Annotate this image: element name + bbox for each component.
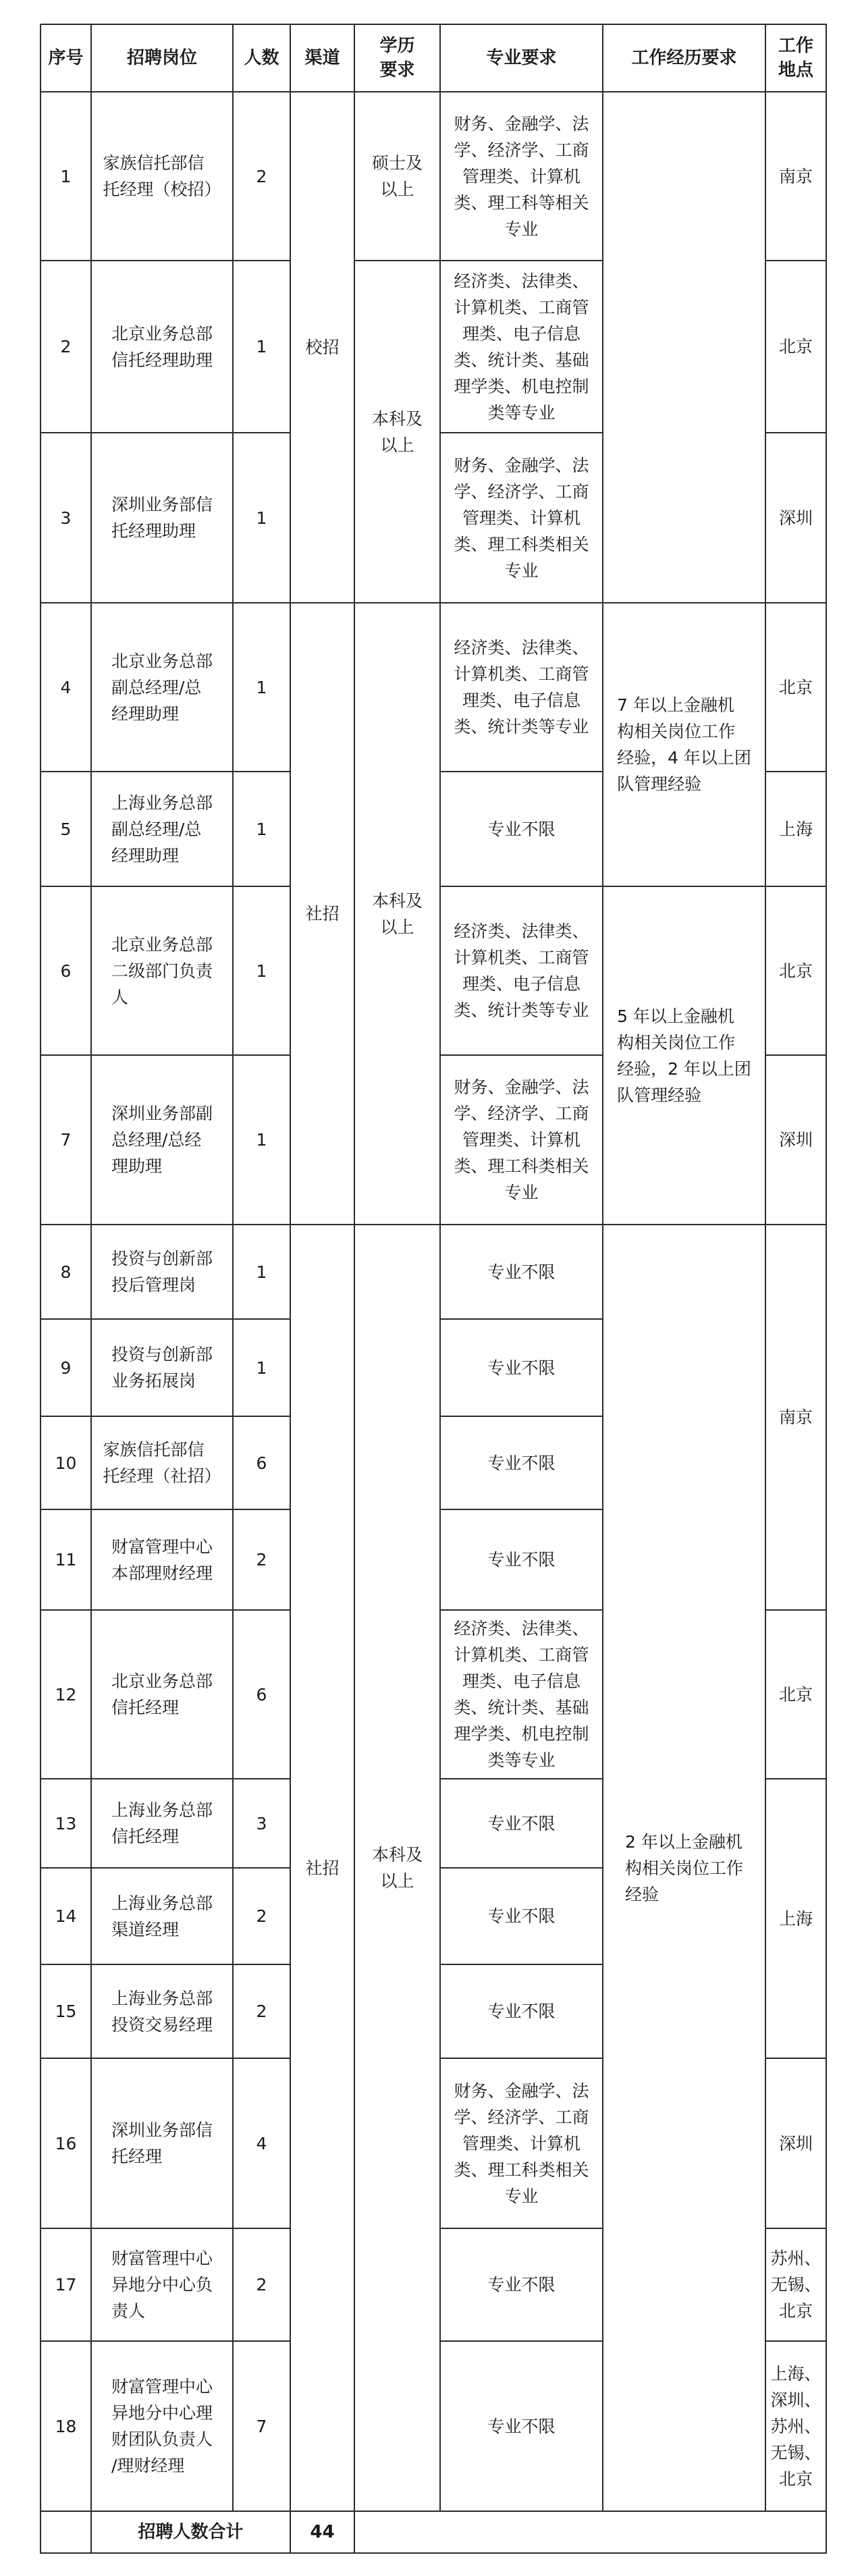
total-label: 招聘人数合计	[138, 2522, 244, 2542]
row-16-location: 深圳	[778, 2133, 813, 2153]
experience-senior-1: 7 年以上金融机 构相关岗位工作 经验，4 年以上团 队管理经验	[617, 695, 751, 794]
row-4-position: 北京业务总部 副总经理/总 经理助理	[111, 651, 213, 724]
row-2-count: 1	[256, 337, 267, 356]
row-18-position: 财富管理中心 异地分中心理 财团队负责人 /理财经理	[111, 2377, 213, 2475]
location-shanghai-merged: 上海	[778, 1908, 813, 1929]
row-14-position: 上海业务总部 渠道经理	[111, 1893, 213, 1939]
header-major: 专业要求	[486, 48, 557, 68]
row-2-location: 北京	[778, 337, 813, 356]
header-no: 序号	[48, 48, 84, 68]
row-6-count: 1	[256, 961, 267, 981]
row-6-location: 北京	[778, 961, 813, 981]
row-8-major: 专业不限	[487, 1262, 556, 1282]
row-17-major: 专业不限	[487, 2275, 556, 2295]
row-10-count: 6	[256, 1453, 267, 1473]
row-9-position: 投资与创新部 业务拓展岗	[111, 1345, 213, 1391]
education-master: 硕士及 以上	[371, 153, 423, 199]
experience-empty	[603, 92, 765, 603]
total-value: 44	[310, 2522, 335, 2542]
row-7-major: 财务、金融学、法 学、经济学、工商 管理类、计算机 类、理工科类相关 专业	[454, 1077, 589, 1202]
row-1-position: 家族信托部信 托经理（校招）	[103, 153, 221, 199]
row-18-no: 18	[55, 2416, 77, 2436]
row-5-no: 5	[60, 819, 72, 839]
row-2-no: 2	[60, 337, 72, 356]
row-7-count: 1	[256, 1130, 267, 1150]
row-4-count: 1	[256, 677, 267, 697]
row-16-no: 16	[55, 2133, 77, 2153]
row-1-count: 2	[256, 166, 267, 186]
row-14-no: 14	[55, 1906, 77, 1926]
row-9-major: 专业不限	[487, 1358, 556, 1378]
row-12-count: 6	[256, 1684, 267, 1705]
row-5-major: 专业不限	[487, 819, 556, 839]
row-7-no: 7	[60, 1130, 72, 1150]
experience-general: 2 年以上金融机 构相关岗位工作 经验	[624, 1831, 743, 1904]
row-13-major: 专业不限	[487, 1813, 556, 1833]
header-experience: 工作经历要求	[631, 48, 737, 68]
row-3-no: 3	[60, 508, 72, 528]
row-15-no: 15	[55, 2002, 77, 2021]
row-8-no: 8	[60, 1262, 72, 1282]
row-12-major: 经济类、法律类、 计算机类、工商管 理类、电子信息 类、统计类、基础 理学类、机电控制 类等专业	[454, 1619, 589, 1770]
row-10-position: 家族信托部信 托经理（社招）	[103, 1440, 221, 1486]
row-18-count: 7	[256, 2416, 267, 2436]
row-4-major: 经济类、法律类、 计算机类、工商管 理类、电子信息 类、统计类等专业	[454, 638, 589, 736]
row-3-position: 深圳业务部信 托经理助理	[111, 495, 213, 541]
row-2-major: 经济类、法律类、 计算机类、工商管 理类、电子信息 类、统计类、基础 理学类、机电控制 类等专业	[454, 271, 589, 423]
header-channel: 渠道	[304, 48, 340, 68]
row-7-location: 深圳	[778, 1130, 813, 1150]
row-13-no: 13	[55, 1813, 77, 1833]
row-15-count: 2	[256, 2002, 267, 2021]
row-3-location: 深圳	[778, 508, 813, 528]
row-11-count: 2	[256, 1550, 267, 1569]
row-7-position: 深圳业务部副 总经理/总经 理助理	[111, 1104, 213, 1176]
row-13-position: 上海业务总部 信托经理	[111, 1800, 213, 1846]
row-16-count: 4	[256, 2133, 267, 2153]
row-6-major: 经济类、法律类、 计算机类、工商管 理类、电子信息 类、统计类等专业	[454, 921, 589, 1020]
row-10-major: 专业不限	[487, 1453, 556, 1473]
row-4-location: 北京	[778, 677, 813, 697]
row-2-position: 北京业务总部 信托经理助理	[111, 323, 213, 370]
row-1-no: 1	[60, 166, 72, 186]
row-1-location: 南京	[778, 166, 813, 186]
header-location: 工作 地点	[778, 36, 813, 80]
row-12-no: 12	[55, 1684, 77, 1705]
row-16-major: 财务、金融学、法 学、经济学、工商 管理类、计算机 类、理工科类相关 专业	[454, 2081, 589, 2206]
row-6-no: 6	[60, 961, 72, 981]
row-11-position: 财富管理中心 本部理财经理	[111, 1536, 213, 1583]
row-15-major: 专业不限	[487, 2002, 556, 2021]
row-5-count: 1	[256, 819, 267, 839]
header-count: 人数	[244, 48, 279, 68]
row-11-major: 专业不限	[487, 1550, 556, 1569]
channel-campus: 校招	[305, 338, 340, 357]
row-18-location: 上海、 深圳、 苏州、 无锡、 北京	[770, 2363, 821, 2489]
row-8-count: 1	[256, 1262, 267, 1282]
row-17-no: 17	[55, 2275, 77, 2295]
row-18-major: 专业不限	[487, 2416, 556, 2436]
row-3-major: 财务、金融学、法 学、经济学、工商 管理类、计算机 类、理工科类相关 专业	[454, 455, 589, 581]
row-8-position: 投资与创新部 投后管理岗	[111, 1249, 213, 1295]
location-nanjing-merged: 南京	[778, 1407, 813, 1427]
row-11-no: 11	[55, 1550, 77, 1569]
row-15-position: 上海业务总部 投资交易经理	[111, 1988, 213, 2035]
channel-social-2: 社招	[305, 1858, 340, 1878]
header-position: 招聘岗位	[126, 48, 197, 68]
row-6-position: 北京业务总部 二级部门负责 人	[111, 934, 213, 1007]
row-12-location: 北京	[778, 1684, 813, 1705]
row-9-count: 1	[256, 1358, 267, 1378]
row-17-location: 苏州、 无锡、 北京	[770, 2249, 821, 2321]
education-bachelor-3: 本科及 以上	[371, 1845, 423, 1891]
row-17-count: 2	[256, 2275, 267, 2295]
row-3-count: 1	[256, 508, 267, 528]
education-bachelor-2: 本科及 以上	[371, 890, 423, 937]
row-14-major: 专业不限	[487, 1906, 556, 1926]
header-education: 学历 要求	[379, 36, 415, 80]
experience-senior-2: 5 年以上金融机 构相关岗位工作 经验，2 年以上团 队管理经验	[617, 1006, 751, 1105]
row-16-position: 深圳业务部信 托经理	[111, 2120, 213, 2166]
row-9-no: 9	[60, 1358, 72, 1378]
row-1-major: 财务、金融学、法 学、经济学、工商 管理类、计算机 类、理工科等相关 专业	[454, 113, 589, 239]
row-10-no: 10	[55, 1453, 77, 1473]
row-4-no: 4	[60, 677, 72, 697]
row-13-count: 3	[256, 1813, 267, 1833]
row-5-position: 上海业务总部 副总经理/总 经理助理	[111, 793, 213, 865]
row-5-location: 上海	[778, 819, 813, 839]
row-14-count: 2	[256, 1906, 267, 1926]
channel-social-1: 社招	[305, 904, 340, 923]
row-17-position: 财富管理中心 异地分中心负 责人	[111, 2249, 213, 2321]
row-12-position: 北京业务总部 信托经理	[111, 1671, 213, 1717]
education-bachelor-1: 本科及 以上	[371, 408, 423, 455]
